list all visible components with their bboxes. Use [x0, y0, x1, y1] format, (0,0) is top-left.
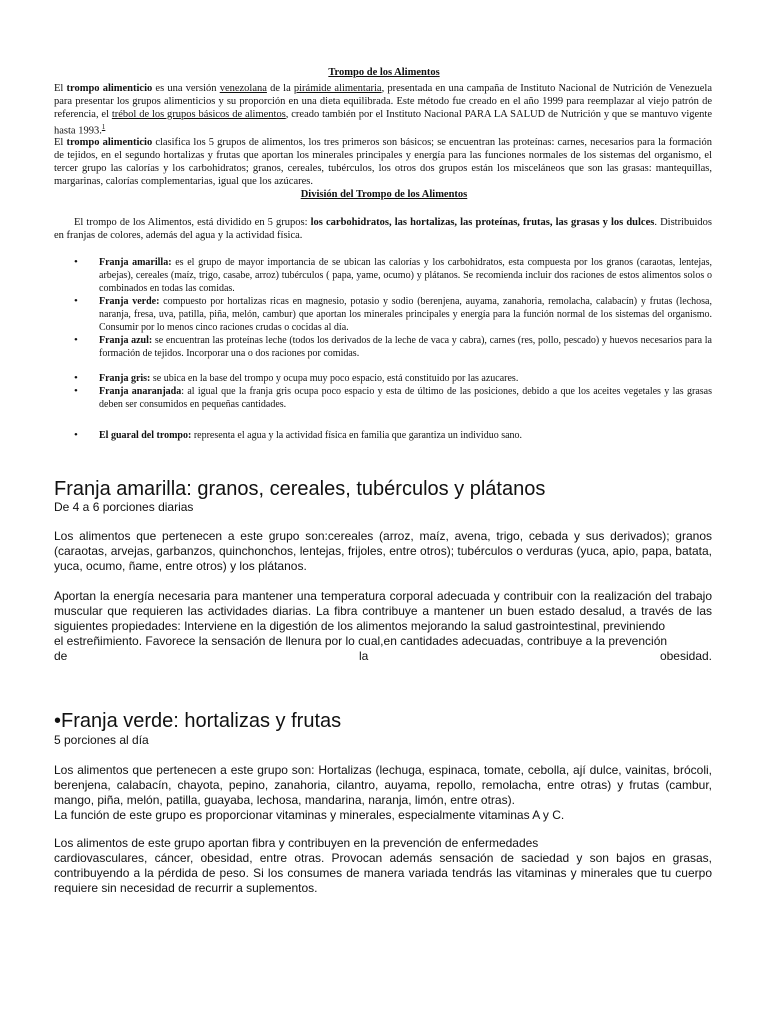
verde-paragraph-2 [54, 836, 712, 896]
verde-paragraph-1 [54, 763, 712, 823]
text-run: El [54, 83, 67, 94]
bold-term: trompo alimenticio [66, 83, 153, 94]
franjas-list [54, 256, 712, 442]
item-text: es el grupo de mayor importancia de se ubican las calorías y los carbohidratos, esta compuesta por los granos (caraotas, lentejas, arbejas), cereales (maíz, trigo, casabe, arroz) tubérculos ( papa, yame, ocumo) y plátanos. Se recomienda incluir dos raciones de estos alimentos solos o combinados en todas las comidas. [99, 257, 713, 294]
list-item-amarilla [54, 256, 712, 295]
item-label: Franja azul: [99, 335, 153, 346]
text-run: el estreñimiento. Favorece la sensación de llenura por lo cual,en cantidades adecuadas, contribuye a la prevención [54, 634, 668, 648]
item-text: representa el agua y la actividad física en familia que garantiza un individuo sano. [191, 430, 523, 441]
list-item-verde [54, 295, 712, 334]
item-label: Franja verde: [99, 296, 160, 307]
spread-line [54, 649, 712, 664]
item-label: El guaral del trompo: [99, 430, 192, 441]
word: obesidad. [659, 649, 712, 663]
bullet-icon: • [74, 429, 78, 441]
division-title: División del Trompo de los Alimentos [300, 189, 468, 200]
list-item-azul [54, 334, 712, 360]
section-heading-verde: •Franja verde: hortalizas y frutas [54, 710, 342, 732]
bold-groups: los carbohidratos, las hortalizas, las proteínas, frutas, las grasas y los dulces [310, 217, 655, 228]
list-item-gris [54, 372, 712, 385]
list-item-guaral [54, 429, 712, 442]
intro-paragraph-2 [54, 136, 712, 188]
item-label: Franja gris: [99, 373, 151, 384]
bullet-icon: • [74, 256, 78, 268]
amarilla-paragraph-1: Los alimentos que pertenecen a este grupo son:cereales (arroz, maíz, avena, trigo, cebada y sus derivados); granos (caraotas, arvejas, garbanzos, quinchonchos, lentejas, frijoles, entre otros); tubérculos o verduras (yuca, apio, papa, batata, yuca, ocumo, ñame, entre otros) y los plátanos. [54, 529, 712, 573]
section-subtitle-verde: 5 porciones al día [54, 733, 149, 747]
division-paragraph [54, 216, 712, 242]
link-trebol[interactable]: trébol de los grupos básicos de alimentos [111, 109, 286, 120]
list-item-anaranjada [54, 385, 712, 411]
text-run: El [54, 137, 67, 148]
footnote-ref[interactable]: 1 [101, 123, 106, 131]
text-run: , creado también por el Instituto Nacional PARA LA SALUD de Nutrición y que se mantuvo vigente hasta 1993. [54, 109, 712, 137]
bullet-icon: • [74, 372, 78, 384]
item-label: Franja amarilla: [99, 257, 172, 268]
document-title: Trompo de los Alimentos [328, 67, 440, 78]
text-run: Los alimentos de este grupo aportan fibra y contribuyen en la prevención de enfermedades [54, 836, 539, 850]
text-run: , presentada en una campaña de Instituto Nacional de Nutrición de Venezuela para presentar los grupos alimenticios y su proporción en una dieta equilibrada. Este método fue creado en el año 1999 para reemplazar al viejo patrón de referencia, el [54, 83, 712, 120]
bullet-icon: • [74, 334, 78, 346]
bold-term: trompo alimenticio [66, 137, 153, 148]
item-text: compuesto por hortalizas ricas en magnesio, potasio y sodio (berenjena, auyama, zanahoria, remolacha, calabacín) y frutas (lechosa, naranja, fresa, uva, patilla, piña, melón, cambur) que aportan los minerales principales y energía para la función normal de los sistemas del organismo. Consumir por lo menos cinco raciones crudas o cocidas al día. [99, 296, 712, 333]
text-run: Los alimentos que pertenecen a este grupo son: Hortalizas (lechuga, espinaca, tomate, cebolla, ají dulce, vainitas, brócoli, berenjena, calabacín, chayota, pepino, zanahoria, cilantro, auyama, repollo, remolacha, entre otras) y frutas (cambur, mango, piña, melón, patilla, guayaba, lechosa, mandarina, naranja, limón, entre otras). [54, 763, 712, 807]
word: la [358, 649, 369, 663]
section-heading-amarilla: Franja amarilla: granos, cereales, tubérculos y plátanos [54, 478, 546, 500]
link-venezolana[interactable]: venezolana [219, 83, 267, 94]
item-text: se encuentran las proteínas leche (todos los derivados de la leche de vaca y cabra), carnes (res, pollo, pescado) y huevos necesarios para la formación de tejidos. Incorporar una o dos raciones por comidas. [99, 335, 713, 359]
intro-paragraph-1 [54, 82, 712, 138]
text-run: es una versión [152, 83, 220, 94]
word: de [54, 649, 68, 663]
bullet-icon: • [74, 295, 78, 307]
link-piramide-alimentaria[interactable]: pirámide alimentaria [293, 83, 382, 94]
text-run: La función de este grupo es proporcionar vitaminas y minerales, especialmente vitaminas A y C. [54, 808, 565, 822]
amarilla-paragraph-2 [54, 589, 712, 664]
item-text: : al igual que la franja gris ocupa poco espacio y esta de último de las posiciones, debido a que los aceites vegetales y las grasas deben ser consumidos en pequeñas cantidades. [99, 386, 712, 410]
section-subtitle-amarilla: De 4 a 6 porciones diarias [54, 500, 194, 514]
item-label: Franja anaranjada [99, 386, 182, 397]
text-run: de la [266, 83, 294, 94]
item-text: se ubica en la base del trompo y ocupa muy poco espacio, está constituido por las azucares. [150, 373, 519, 384]
text-run: El trompo de los Alimentos, está dividido en 5 grupos: [74, 217, 311, 228]
bullet-icon: • [74, 385, 78, 397]
text-run: Aportan la energía necesaria para mantener una temperatura corporal adecuada y contribuir con la realización del trabajo muscular que requieren las actividades diarias. La fibra contribuye a mantener un buen estado desalud, a través de las siguientes propiedades: Interviene en la digestión de los alimentos mejorando la salud gastrointestinal, previniendo [54, 589, 712, 633]
text-run: clasifica los 5 grupos de alimentos, los tres primeros son básicos; se encuentran las proteínas: carnes, necesarios para la formación de tejidos, en el segundo hortalizas y frutas que aportan los minerales principales y energía para las funciones normales de los sistemas del organismo, el tercer grupo las calorías y los carbohidratos; granos, cereales, tubérculos, los otros dos grupos están los misceláneos que son las grasas: mantequillas, margarinas, calorías complementarias, igual que los azúcares. [54, 137, 712, 187]
text-run: cardiovasculares, cáncer, obesidad, entre otras. Provocan además sensación de saciedad y son bajos en grasas, contribuyendo a la pérdida de peso. Si los consumes de manera variada tendrás las vitaminas y minerales que tu cuerpo requiere sin necesidad de recurrir a suplementos. [54, 851, 712, 895]
text-run: . Distribuidos en franjas de colores, además del agua y la actividad física. [54, 217, 713, 241]
